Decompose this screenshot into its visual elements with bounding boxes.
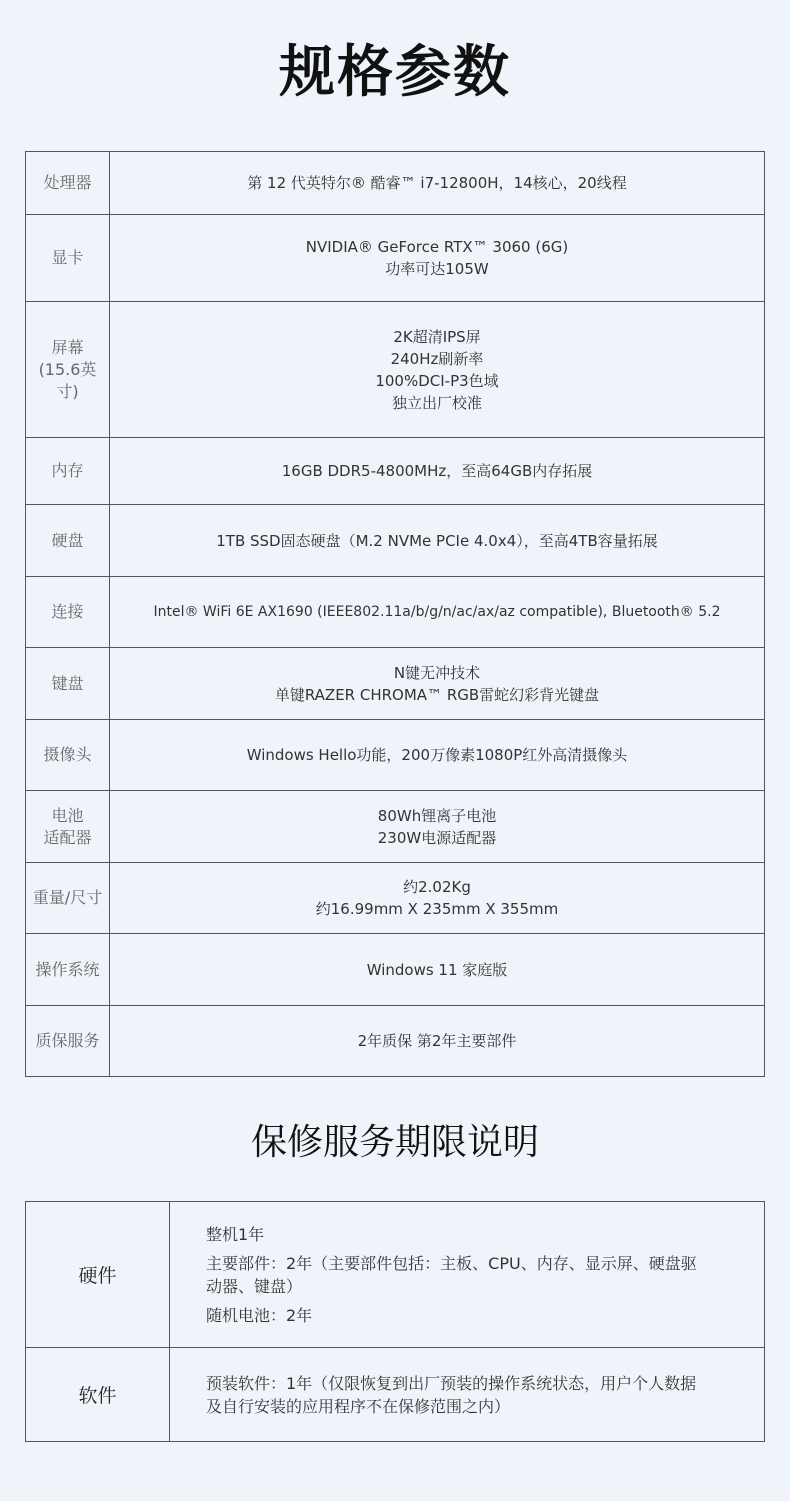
warranty-label-hardware: 硬件: [26, 1202, 170, 1348]
hardware-line-whole: 整机1年: [206, 1224, 265, 1244]
spec-table: [25, 151, 765, 1077]
spec-value-weight: 约2.02Kg 约16.99mm X 235mm X 355mm: [110, 863, 765, 934]
table-row: [26, 505, 765, 577]
spec-label-warranty: 质保服务: [26, 1006, 110, 1077]
spec-label-camera: 摄像头: [26, 720, 110, 791]
warranty-value-hardware: [170, 1202, 765, 1348]
spec-label-weight: 重量/尺寸: [26, 863, 110, 934]
spec-label-cpu: 处理器: [26, 152, 110, 215]
table-row: [26, 1202, 765, 1348]
table-row: [26, 720, 765, 791]
hardware-line-main-parts: 主要部件：2年（主要部件包括：主板、CPU、内存、显示屏、硬盘驱动器、键盘）: [206, 1253, 697, 1296]
table-row: [26, 1348, 765, 1442]
table-row: [26, 1006, 765, 1077]
spec-label-storage: 硬盘: [26, 505, 110, 577]
table-row: [26, 577, 765, 648]
table-row: [26, 302, 765, 438]
spec-value-screen: 2K超清IPS屏 240Hz刷新率 100%DCI-P3色域 独立出厂校准: [110, 302, 765, 438]
spec-label-memory: 内存: [26, 438, 110, 505]
spec-value-camera: Windows Hello功能，200万像素1080P红外高清摄像头: [110, 720, 765, 791]
table-row: [26, 648, 765, 720]
spec-label-gpu: 显卡: [26, 215, 110, 302]
spec-label-os: 操作系统: [26, 934, 110, 1006]
spec-value-battery: 80Wh锂离子电池 230W电源适配器: [110, 791, 765, 863]
spec-value-cpu: 第 12 代英特尔® 酷睿™ i7-12800H，14核心，20线程: [110, 152, 765, 215]
spec-value-memory: 16GB DDR5-4800MHz，至高64GB内存拓展: [110, 438, 765, 505]
warranty-title: 保修服务期限说明: [250, 1122, 539, 1163]
table-row: [26, 791, 765, 863]
spec-label-connectivity: 连接: [26, 577, 110, 648]
table-row: [26, 934, 765, 1006]
table-row: [26, 863, 765, 934]
spec-value-keyboard: N键无冲技术 单键RAZER CHROMA™ RGB雷蛇幻彩背光键盘: [110, 648, 765, 720]
spec-value-storage: 1TB SSD固态硬盘（M.2 NVMe PCIe 4.0x4），至高4TB容量拓展: [110, 505, 765, 577]
table-row: [26, 215, 765, 302]
spec-value-gpu: NVIDIA® GeForce RTX™ 3060 (6G) 功率可达105W: [110, 215, 765, 302]
spec-value-warranty: 2年质保 第2年主要部件: [110, 1006, 765, 1077]
hardware-line-battery: 随机电池：2年: [206, 1305, 313, 1325]
spec-title: 规格参数: [279, 40, 511, 105]
spec-label-keyboard: 键盘: [26, 648, 110, 720]
warranty-value-software: [170, 1348, 765, 1442]
spec-value-connectivity: Intel® WiFi 6E AX1690 (IEEE802.11a/b/g/n/ac/ax/az compatible), Bluetooth® 5.2: [110, 577, 765, 648]
warranty-table: [25, 1201, 765, 1442]
table-row: [26, 438, 765, 505]
spec-label-battery: 电池 适配器: [26, 791, 110, 863]
table-row: [26, 152, 765, 215]
spec-value-os: Windows 11 家庭版: [110, 934, 765, 1006]
spec-label-screen: 屏幕 (15.6英寸): [26, 302, 110, 438]
warranty-label-software: 软件: [26, 1348, 170, 1442]
software-line-preinstalled: 预装软件：1年（仅限恢复到出厂预装的操作系统状态，用户个人数据及自行安装的应用程序不在保修范围之内）: [206, 1373, 697, 1416]
